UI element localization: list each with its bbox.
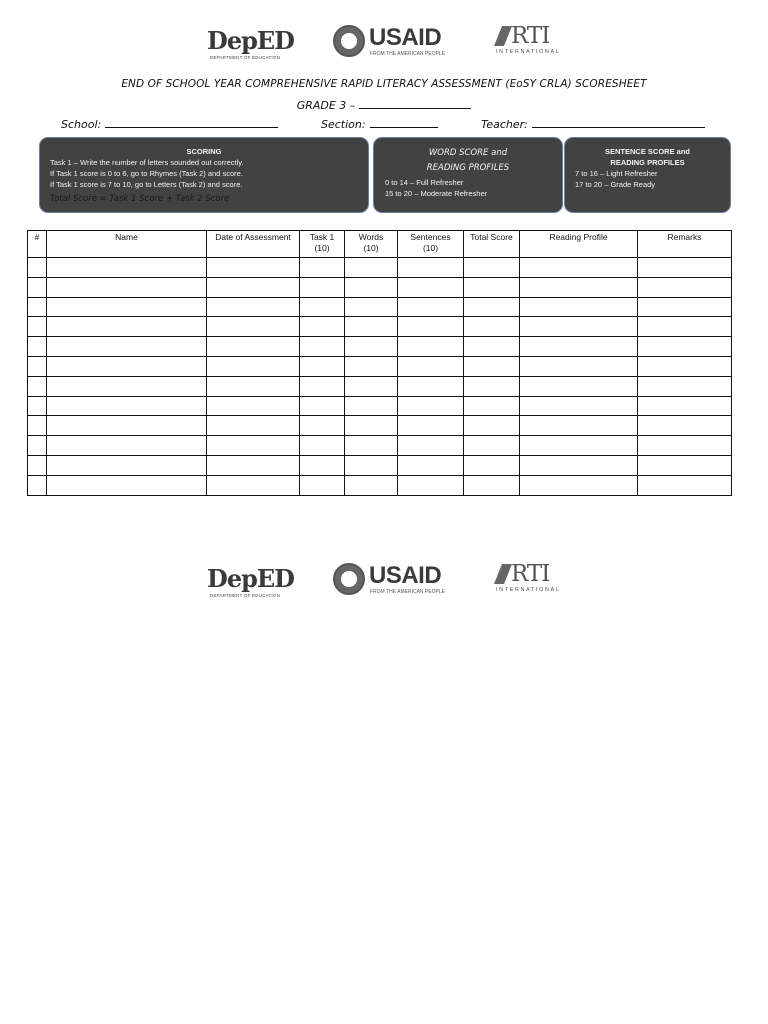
total-score-formula: Total Score = Task 1 Score + Task 2 Score xyxy=(50,194,230,204)
word-score-box xyxy=(373,137,563,213)
table-row xyxy=(28,356,732,376)
table-cell[interactable] xyxy=(28,356,47,376)
usaid-seal-icon xyxy=(333,25,365,57)
score-table-body xyxy=(28,258,732,496)
table-cell[interactable] xyxy=(300,455,345,475)
table-row xyxy=(28,317,732,337)
table-cell[interactable] xyxy=(638,416,732,436)
table-cell[interactable] xyxy=(345,376,398,396)
table-cell[interactable] xyxy=(300,277,345,297)
table-cell[interactable] xyxy=(638,455,732,475)
table-cell[interactable] xyxy=(47,317,207,337)
table-cell[interactable] xyxy=(464,337,520,357)
score-table xyxy=(27,230,732,496)
table-cell[interactable] xyxy=(398,376,464,396)
teacher-label: Teacher: xyxy=(481,118,528,131)
table-cell[interactable] xyxy=(47,297,207,317)
usaid-seal-icon xyxy=(333,563,365,595)
table-cell[interactable] xyxy=(300,258,345,278)
usaid-logo-text: USAID xyxy=(369,24,442,51)
rti-logo-text: RTI xyxy=(511,23,550,49)
table-cell[interactable] xyxy=(638,356,732,376)
table-cell[interactable] xyxy=(520,277,638,297)
table-cell[interactable] xyxy=(345,297,398,317)
table-cell[interactable] xyxy=(28,297,47,317)
scoring-line: If Task 1 score is 7 to 10, go to Letters (Task 2) and score. xyxy=(50,180,243,189)
grade-label: GRADE 3 – xyxy=(296,99,356,112)
teacher-field xyxy=(481,117,705,131)
rti-mark-icon xyxy=(494,26,512,46)
table-cell[interactable] xyxy=(28,475,47,495)
table-cell[interactable] xyxy=(345,455,398,475)
rti-logo xyxy=(494,560,562,604)
table-cell[interactable] xyxy=(464,396,520,416)
table-row xyxy=(28,455,732,475)
table-cell[interactable] xyxy=(398,337,464,357)
table-cell[interactable] xyxy=(345,277,398,297)
table-cell[interactable] xyxy=(520,317,638,337)
table-cell[interactable] xyxy=(300,475,345,495)
table-cell[interactable] xyxy=(638,436,732,456)
table-cell[interactable] xyxy=(464,376,520,396)
bottom-logo-row xyxy=(0,560,768,604)
table-cell[interactable] xyxy=(464,475,520,495)
table-cell[interactable] xyxy=(47,376,207,396)
table-cell[interactable] xyxy=(28,396,47,416)
table-cell[interactable] xyxy=(520,258,638,278)
table-cell[interactable] xyxy=(464,436,520,456)
deped-logo xyxy=(207,22,294,66)
column-header: Words (10) xyxy=(345,231,398,258)
sheet-title: END OF SCHOOL YEAR COMPREHENSIVE RAPID LITERACY ASSESSMENT (EoSY CRLA) SCORESHEET xyxy=(121,78,647,90)
table-row xyxy=(28,258,732,278)
section-label: Section: xyxy=(321,118,366,131)
table-cell[interactable] xyxy=(398,297,464,317)
column-header: Remarks xyxy=(638,231,732,258)
scoring-line: If Task 1 score is 0 to 6, go to Rhymes (Task 2) and score. xyxy=(50,169,243,178)
table-cell[interactable] xyxy=(300,356,345,376)
column-header: Reading Profile xyxy=(520,231,638,258)
table-cell[interactable] xyxy=(464,356,520,376)
table-cell[interactable] xyxy=(520,455,638,475)
table-cell[interactable] xyxy=(47,475,207,495)
rti-logo-text: RTI xyxy=(511,561,550,587)
word-profile-line: 0 to 14 – Full Refresher xyxy=(385,178,464,187)
table-row xyxy=(28,376,732,396)
top-logo-row xyxy=(0,22,768,66)
table-cell[interactable] xyxy=(464,297,520,317)
column-header: Task 1 (10) xyxy=(300,231,345,258)
usaid-logo-subtitle: FROM THE AMERICAN PEOPLE xyxy=(370,51,445,57)
table-cell[interactable] xyxy=(464,455,520,475)
teacher-blank[interactable] xyxy=(532,117,705,128)
table-cell[interactable] xyxy=(28,455,47,475)
table-cell[interactable] xyxy=(47,396,207,416)
table-cell[interactable] xyxy=(638,277,732,297)
usaid-logo xyxy=(333,22,448,66)
table-cell[interactable] xyxy=(398,475,464,495)
table-cell[interactable] xyxy=(300,416,345,436)
deped-logo-subtitle: DEPARTMENT OF EDUCATION xyxy=(210,593,281,598)
table-cell[interactable] xyxy=(47,277,207,297)
school-field xyxy=(61,117,278,131)
table-row xyxy=(28,297,732,317)
sentence-profile-line: 17 to 20 – Grade Ready xyxy=(575,180,656,189)
scoring-heading: SCORING xyxy=(186,147,222,156)
table-cell[interactable] xyxy=(398,356,464,376)
column-header: Name xyxy=(47,231,207,258)
table-cell[interactable] xyxy=(464,258,520,278)
table-cell[interactable] xyxy=(520,337,638,357)
table-cell[interactable] xyxy=(28,277,47,297)
usaid-logo xyxy=(333,560,448,604)
table-cell[interactable] xyxy=(207,317,300,337)
table-row xyxy=(28,475,732,495)
table-cell[interactable] xyxy=(28,317,47,337)
table-cell[interactable] xyxy=(207,416,300,436)
table-row xyxy=(28,277,732,297)
rti-mark-icon xyxy=(494,564,512,584)
table-cell[interactable] xyxy=(207,297,300,317)
table-cell[interactable] xyxy=(207,455,300,475)
usaid-logo-subtitle: FROM THE AMERICAN PEOPLE xyxy=(370,589,445,595)
sentence-profile-line: 7 to 16 – Light Refresher xyxy=(575,169,658,178)
column-header: Total Score xyxy=(464,231,520,258)
table-cell[interactable] xyxy=(638,337,732,357)
table-cell[interactable] xyxy=(300,337,345,357)
table-cell[interactable] xyxy=(345,436,398,456)
table-cell[interactable] xyxy=(207,376,300,396)
table-cell[interactable] xyxy=(398,258,464,278)
grade-blank[interactable] xyxy=(359,98,471,109)
table-cell[interactable] xyxy=(520,436,638,456)
table-cell[interactable] xyxy=(300,317,345,337)
table-row xyxy=(28,396,732,416)
table-cell[interactable] xyxy=(520,376,638,396)
section-blank[interactable] xyxy=(370,117,438,128)
table-cell[interactable] xyxy=(28,436,47,456)
table-cell[interactable] xyxy=(345,396,398,416)
table-cell[interactable] xyxy=(345,416,398,436)
table-row xyxy=(28,436,732,456)
school-label: School: xyxy=(61,118,102,131)
table-row xyxy=(28,337,732,357)
table-cell[interactable] xyxy=(398,416,464,436)
table-cell[interactable] xyxy=(28,258,47,278)
table-cell[interactable] xyxy=(638,258,732,278)
table-header-row xyxy=(28,231,732,258)
word-score-heading-2: READING PROFILES xyxy=(426,163,510,173)
column-header: Sentences (10) xyxy=(398,231,464,258)
table-cell[interactable] xyxy=(638,317,732,337)
word-profile-line: 15 to 20 – Moderate Refresher xyxy=(385,189,488,198)
table-cell[interactable] xyxy=(464,277,520,297)
grade-line xyxy=(0,98,768,112)
table-cell[interactable] xyxy=(638,376,732,396)
table-cell[interactable] xyxy=(398,455,464,475)
column-header: Date of Assessment xyxy=(207,231,300,258)
table-cell[interactable] xyxy=(520,396,638,416)
table-cell[interactable] xyxy=(520,356,638,376)
table-cell[interactable] xyxy=(300,396,345,416)
table-cell[interactable] xyxy=(28,337,47,357)
table-cell[interactable] xyxy=(47,337,207,357)
table-cell[interactable] xyxy=(464,317,520,337)
deped-logo-text: DepED xyxy=(207,26,294,55)
table-cell[interactable] xyxy=(638,475,732,495)
table-cell[interactable] xyxy=(345,356,398,376)
table-cell[interactable] xyxy=(207,258,300,278)
table-cell[interactable] xyxy=(300,376,345,396)
deped-logo-subtitle: DEPARTMENT OF EDUCATION xyxy=(210,55,281,60)
rti-logo-subtitle: INTERNATIONAL xyxy=(496,49,561,55)
table-cell[interactable] xyxy=(28,376,47,396)
table-cell[interactable] xyxy=(398,317,464,337)
table-cell[interactable] xyxy=(345,317,398,337)
table-cell[interactable] xyxy=(398,436,464,456)
table-cell[interactable] xyxy=(47,416,207,436)
table-cell[interactable] xyxy=(47,356,207,376)
table-cell[interactable] xyxy=(398,396,464,416)
table-cell[interactable] xyxy=(345,258,398,278)
word-score-heading: WORD SCORE and xyxy=(428,148,508,158)
sentence-score-heading: SENTENCE SCORE and xyxy=(604,147,690,156)
table-cell[interactable] xyxy=(207,436,300,456)
column-header: # xyxy=(28,231,47,258)
scoring-line: Task 1 – Write the number of letters sounded out correctly. xyxy=(50,158,244,167)
table-cell[interactable] xyxy=(207,356,300,376)
table-row xyxy=(28,416,732,436)
table-cell[interactable] xyxy=(207,337,300,357)
table-cell[interactable] xyxy=(638,396,732,416)
table-cell[interactable] xyxy=(398,277,464,297)
table-cell[interactable] xyxy=(520,416,638,436)
deped-logo-text: DepED xyxy=(207,564,294,593)
sentence-score-box xyxy=(564,137,731,213)
table-cell[interactable] xyxy=(47,258,207,278)
table-cell[interactable] xyxy=(207,475,300,495)
section-field xyxy=(321,117,438,131)
table-cell[interactable] xyxy=(300,297,345,317)
scoring-box xyxy=(39,137,369,213)
table-cell[interactable] xyxy=(520,475,638,495)
table-cell[interactable] xyxy=(28,416,47,436)
table-cell[interactable] xyxy=(464,416,520,436)
rti-logo xyxy=(494,22,562,66)
table-cell[interactable] xyxy=(345,475,398,495)
table-cell[interactable] xyxy=(520,297,638,317)
sentence-score-heading-2: READING PROFILES xyxy=(610,158,685,167)
school-blank[interactable] xyxy=(105,117,278,128)
table-cell[interactable] xyxy=(47,436,207,456)
usaid-logo-text: USAID xyxy=(369,562,442,589)
table-cell[interactable] xyxy=(638,297,732,317)
table-cell[interactable] xyxy=(47,455,207,475)
table-cell[interactable] xyxy=(207,277,300,297)
table-cell[interactable] xyxy=(207,396,300,416)
deped-logo xyxy=(207,560,294,604)
table-cell[interactable] xyxy=(300,436,345,456)
rti-logo-subtitle: INTERNATIONAL xyxy=(496,587,561,593)
table-cell[interactable] xyxy=(345,337,398,357)
